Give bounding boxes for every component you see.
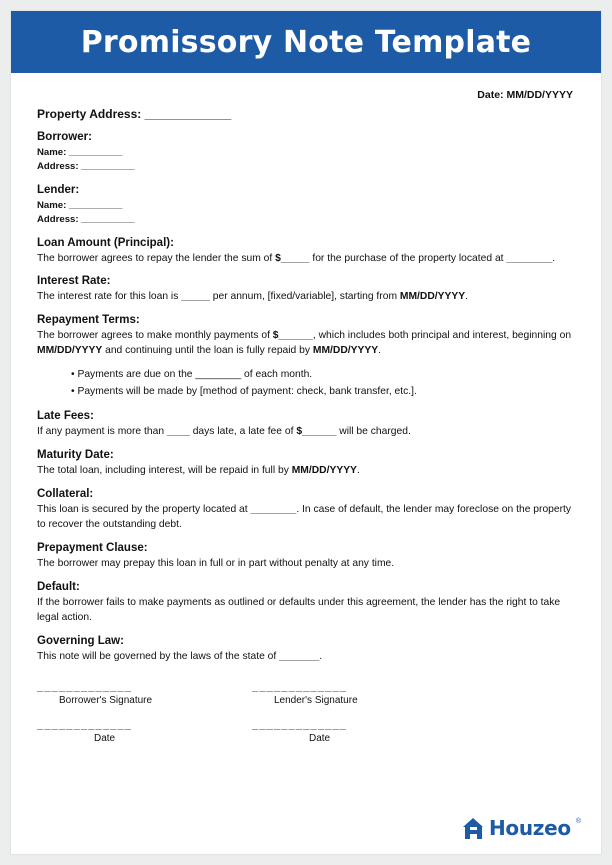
borrower-name-value: __________ — [69, 147, 123, 158]
late-fees-text-3: will be charged. — [336, 426, 411, 438]
governing-law-text-2: . — [319, 650, 323, 662]
loan-amount-text — [37, 252, 575, 267]
default-heading: Default: — [37, 580, 80, 593]
section-loan-amount — [37, 237, 575, 267]
property-address-row — [37, 107, 575, 121]
loan-amount-location: ________ — [506, 252, 553, 264]
borrower-name-row — [37, 146, 575, 160]
section-prepayment-clause — [37, 542, 575, 572]
signature-block — [11, 681, 601, 757]
governing-law-text-1: This note will be governed by the laws of the state of — [37, 650, 280, 662]
document-body — [11, 73, 601, 665]
lender-date-label: Date — [309, 732, 331, 744]
governing-law-state: _______ — [279, 650, 320, 662]
borrower-address-label: Address: — [37, 161, 79, 173]
property-address-label: Property Address: — [37, 107, 142, 121]
interest-rate-text-1: The interest rate for this loan is — [37, 291, 182, 303]
document-sheet — [10, 10, 602, 855]
borrower-signature-label: Borrower's Signature — [59, 694, 153, 706]
section-borrower — [37, 131, 575, 175]
lender-address-value: __________ — [81, 214, 135, 226]
late-fees-text — [37, 425, 575, 440]
section-lender — [37, 184, 575, 228]
date-label: Date: — [477, 89, 504, 101]
loan-amount-text-1: The borrower agrees to repay the lender the sum of — [37, 252, 276, 264]
lender-name-value: __________ — [69, 199, 123, 211]
repayment-begin-date: MM/DD/YYYY — [37, 345, 103, 357]
lender-name-label: Name: — [37, 199, 67, 211]
collateral-text-1: This loan is secured by the property located at — [37, 504, 251, 516]
document-header — [11, 11, 601, 73]
maturity-text-1: The total loan, including interest, will be repaid in full by — [37, 465, 292, 477]
date-value: MM/DD/YYYY — [506, 89, 573, 101]
maturity-date-text — [37, 464, 575, 479]
lender-address-row — [37, 213, 575, 227]
brand-name: Houzeo — [488, 816, 571, 840]
lender-heading: Lender: — [37, 183, 80, 196]
property-address-value: _____________ — [144, 107, 232, 121]
borrower-name-label: Name: — [37, 147, 67, 158]
collateral-location: ________ — [250, 504, 297, 516]
late-fees-heading: Late Fees: — [37, 410, 94, 423]
borrower-heading: Borrower: — [37, 131, 92, 143]
repayment-bullet-list — [37, 367, 575, 401]
prepayment-clause-heading: Prepayment Clause: — [37, 541, 148, 554]
prepayment-clause-text: The borrower may prepay this loan in full or in part without penalty at any time. — [37, 557, 395, 569]
section-maturity-date — [37, 449, 575, 479]
borrower-address-value: __________ — [81, 161, 135, 173]
borrower-date-label: Date — [94, 732, 116, 744]
list-item: • Payments will be made by [method of payment: check, bank transfer, etc.]. — [71, 386, 417, 398]
interest-rate-text — [37, 290, 575, 305]
interest-rate-text-2: per annum, [fixed/variable], starting from — [209, 291, 400, 303]
repayment-terms-text — [37, 329, 575, 359]
governing-law-text — [37, 650, 575, 665]
maturity-date-heading: Maturity Date: — [37, 449, 114, 462]
section-governing-law — [37, 635, 575, 665]
lender-signature-line[interactable]: _____________ — [252, 680, 348, 693]
lender-date-line[interactable]: _____________ — [252, 718, 348, 731]
section-default — [37, 581, 575, 626]
borrower-signature-line[interactable]: _____________ — [37, 680, 133, 693]
borrower-address-row — [37, 160, 575, 174]
late-fees-days: ____ — [166, 426, 190, 438]
repayment-text-1: The borrower agrees to make monthly payments of — [37, 330, 273, 342]
section-repayment-terms — [37, 314, 575, 401]
lender-name-row — [37, 199, 575, 213]
section-late-fees — [37, 410, 575, 440]
loan-amount-heading: Loan Amount (Principal): — [37, 236, 174, 249]
repayment-text-4: . — [378, 345, 381, 357]
repayment-end-date: MM/DD/YYYY — [312, 345, 379, 357]
interest-rate-text-3: . — [465, 291, 468, 303]
collateral-text — [37, 503, 575, 533]
default-text: If the borrower fails to make payments as outlined or defaults under this agreement, the lender has the right to take legal action. — [37, 596, 561, 623]
brand-logo — [463, 816, 581, 840]
late-fees-text-1: If any payment is more than — [37, 426, 167, 438]
collateral-heading: Collateral: — [37, 488, 94, 501]
list-item: • Payments are due on the ________ of each month. — [71, 369, 313, 381]
signature-column-lender — [252, 681, 467, 757]
loan-amount-value: $_____ — [275, 252, 310, 264]
governing-law-heading: Governing Law: — [37, 634, 124, 647]
interest-rate-value: _____ — [181, 291, 210, 303]
loan-amount-text-2: for the purchase of the property located at — [309, 252, 507, 264]
lender-signature-label: Lender's Signature — [274, 694, 358, 706]
repayment-text-2: , which includes both principal and interest, beginning on — [312, 330, 572, 342]
interest-rate-start-date: MM/DD/YYYY — [399, 291, 466, 303]
collateral-text-2: . In case of default, the lender may foreclose on the property to recover the outstanding debt. — [37, 504, 572, 530]
interest-rate-heading: Interest Rate: — [37, 275, 111, 288]
repayment-text-3: and continuing until the loan is fully repaid by — [102, 345, 313, 357]
section-collateral — [37, 488, 575, 533]
late-fees-text-2: days late, a late fee of — [189, 426, 297, 438]
repayment-terms-heading: Repayment Terms: — [37, 314, 140, 327]
house-icon — [463, 818, 484, 839]
loan-amount-text-3: . — [552, 252, 556, 264]
maturity-text-2: . — [356, 465, 360, 477]
maturity-date-value: MM/DD/YYYY — [291, 465, 357, 477]
trademark-symbol: ® — [575, 818, 581, 825]
section-interest-rate — [37, 275, 575, 305]
borrower-date-line[interactable]: _____________ — [37, 718, 133, 731]
signature-column-borrower — [37, 681, 252, 757]
repayment-payment-value: $______ — [272, 330, 313, 342]
lender-address-label: Address: — [37, 214, 79, 226]
document-date — [37, 89, 575, 101]
page-title: Promissory Note Template — [80, 24, 532, 60]
late-fees-amount: $______ — [296, 426, 337, 438]
